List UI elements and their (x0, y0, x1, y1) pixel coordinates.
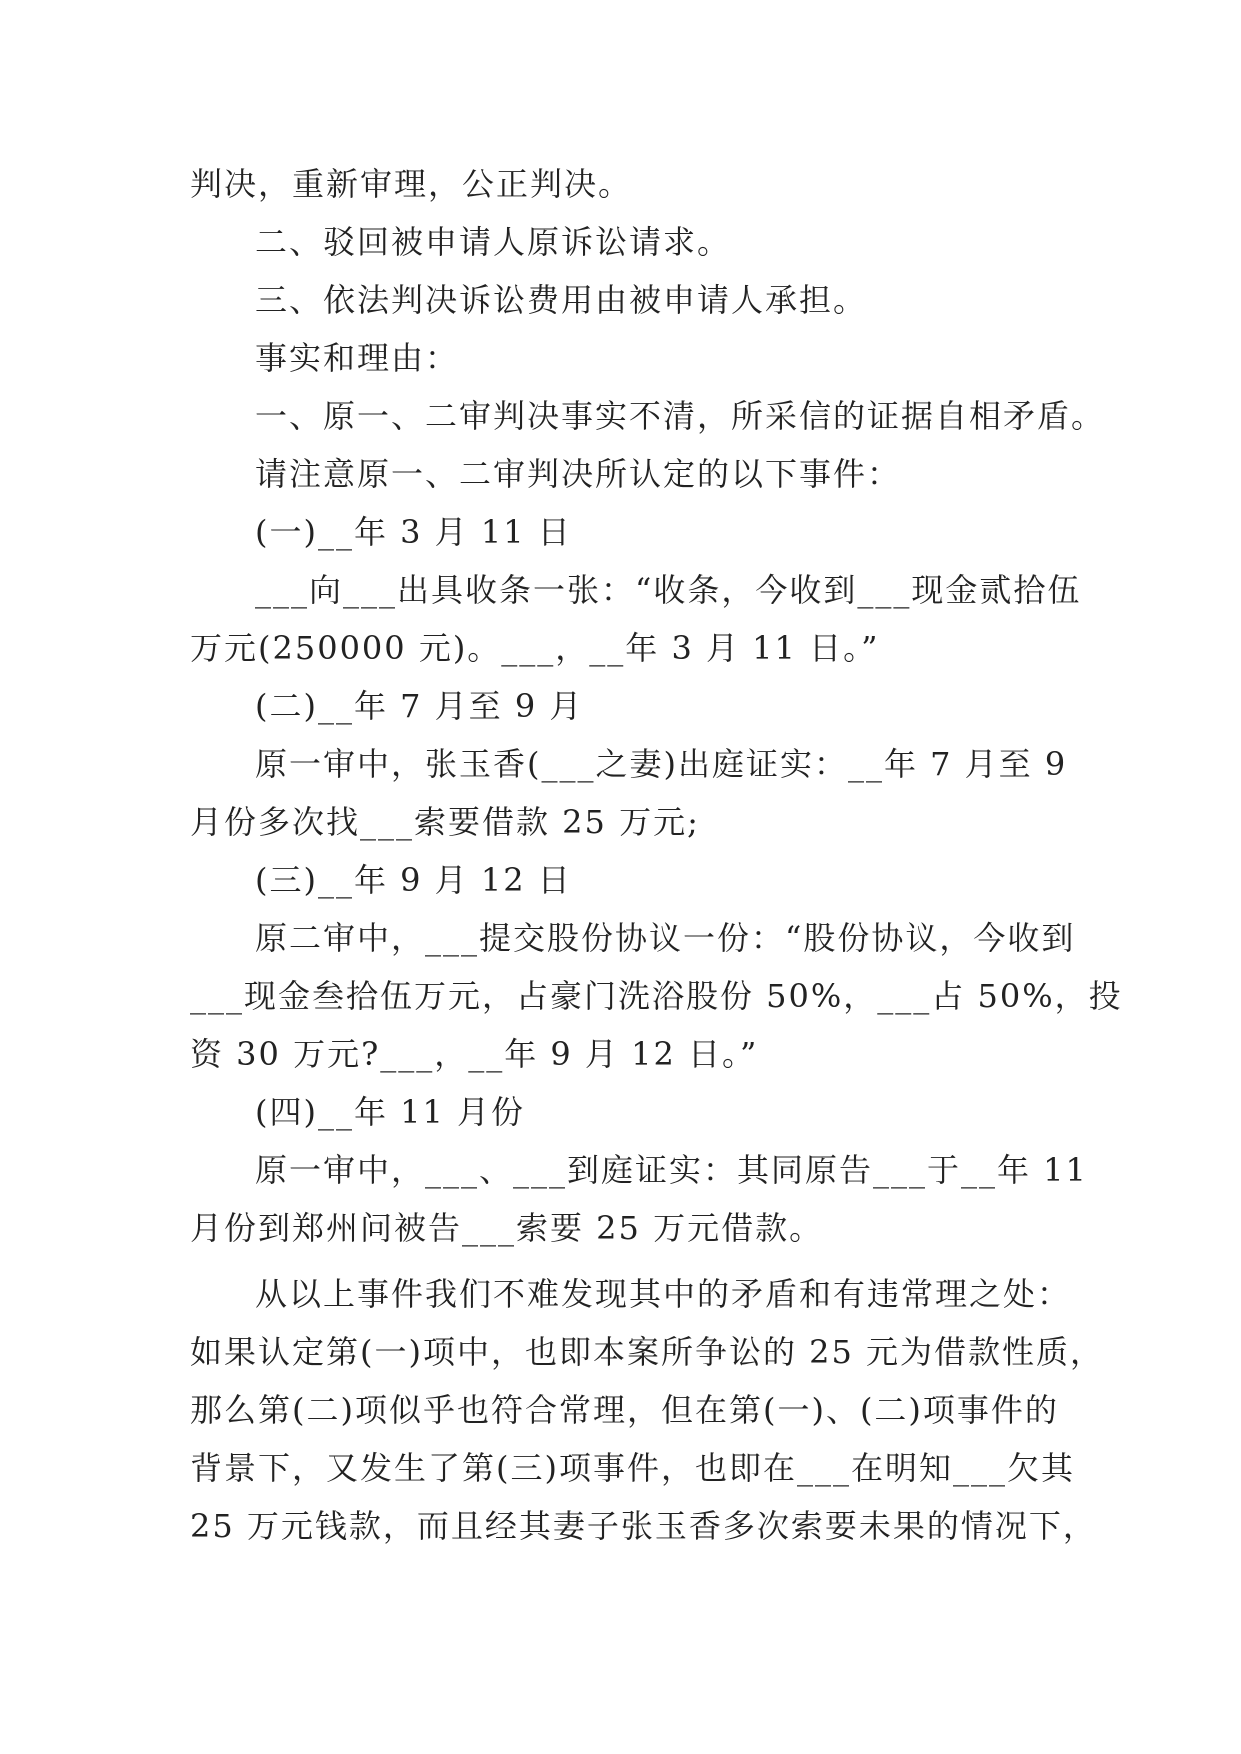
text-line: 判决，重新审理，公正判决。 (190, 165, 633, 203)
text-line: 万元(250000 元)。___，__年 3 月 11 日。” (190, 629, 880, 667)
text-line: ___向___出具收条一张：“收条，今收到___现金贰拾伍 (255, 571, 1082, 609)
text-line: 背景下，又发生了第(三)项事件，也即在___在明知___欠其 (190, 1449, 1075, 1487)
text-line: 二、驳回被申请人原诉讼请求。 (255, 223, 732, 261)
text-line: 原一审中，___、___到庭证实：其同原告___于__年 11 (255, 1151, 1088, 1189)
text-line: 资 30 万元?___，__年 9 月 12 日。” (190, 1035, 759, 1073)
text-line: 原二审中，___提交股份协议一份：“股份协议，今收到 (255, 919, 1076, 957)
text-line: 原一审中，张玉香(___之妻)出庭证实：__年 7 月至 9 (255, 745, 1068, 783)
text-line: 如果认定第(一)项中，也即本案所争讼的 25 元为借款性质， (190, 1333, 1105, 1371)
text-line: (二)__年 7 月至 9 月 (255, 687, 584, 725)
text-line: 月份到郑州问被告___索要 25 万元借款。 (190, 1209, 824, 1247)
text-line: 事实和理由： (255, 339, 460, 377)
text-line: (三)__年 9 月 12 日 (255, 861, 572, 899)
text-line: (一)__年 3 月 11 日 (255, 513, 572, 551)
text-line: 一、原一、二审判决事实不清，所采信的证据自相矛盾。 (255, 397, 1106, 435)
text-line: ___现金叁拾伍万元，占豪门洗浴股份 50%，___占 50%，投 (190, 977, 1123, 1015)
text-line: 请注意原一、二审判决所认定的以下事件： (255, 455, 902, 493)
text-line: 三、依法判决诉讼费用由被申请人承担。 (255, 281, 868, 319)
text-line: (四)__年 11 月份 (255, 1093, 526, 1131)
text-line: 从以上事件我们不难发现其中的矛盾和有违常理之处： (255, 1275, 1072, 1313)
text-line: 25 万元钱款，而且经其妻子张玉香多次索要未果的情况下， (190, 1507, 1097, 1545)
text-line: 月份多次找___索要借款 25 万元; (190, 803, 700, 841)
text-line: 那么第(二)项似乎也符合常理，但在第(一)、(二)项事件的 (190, 1391, 1059, 1429)
